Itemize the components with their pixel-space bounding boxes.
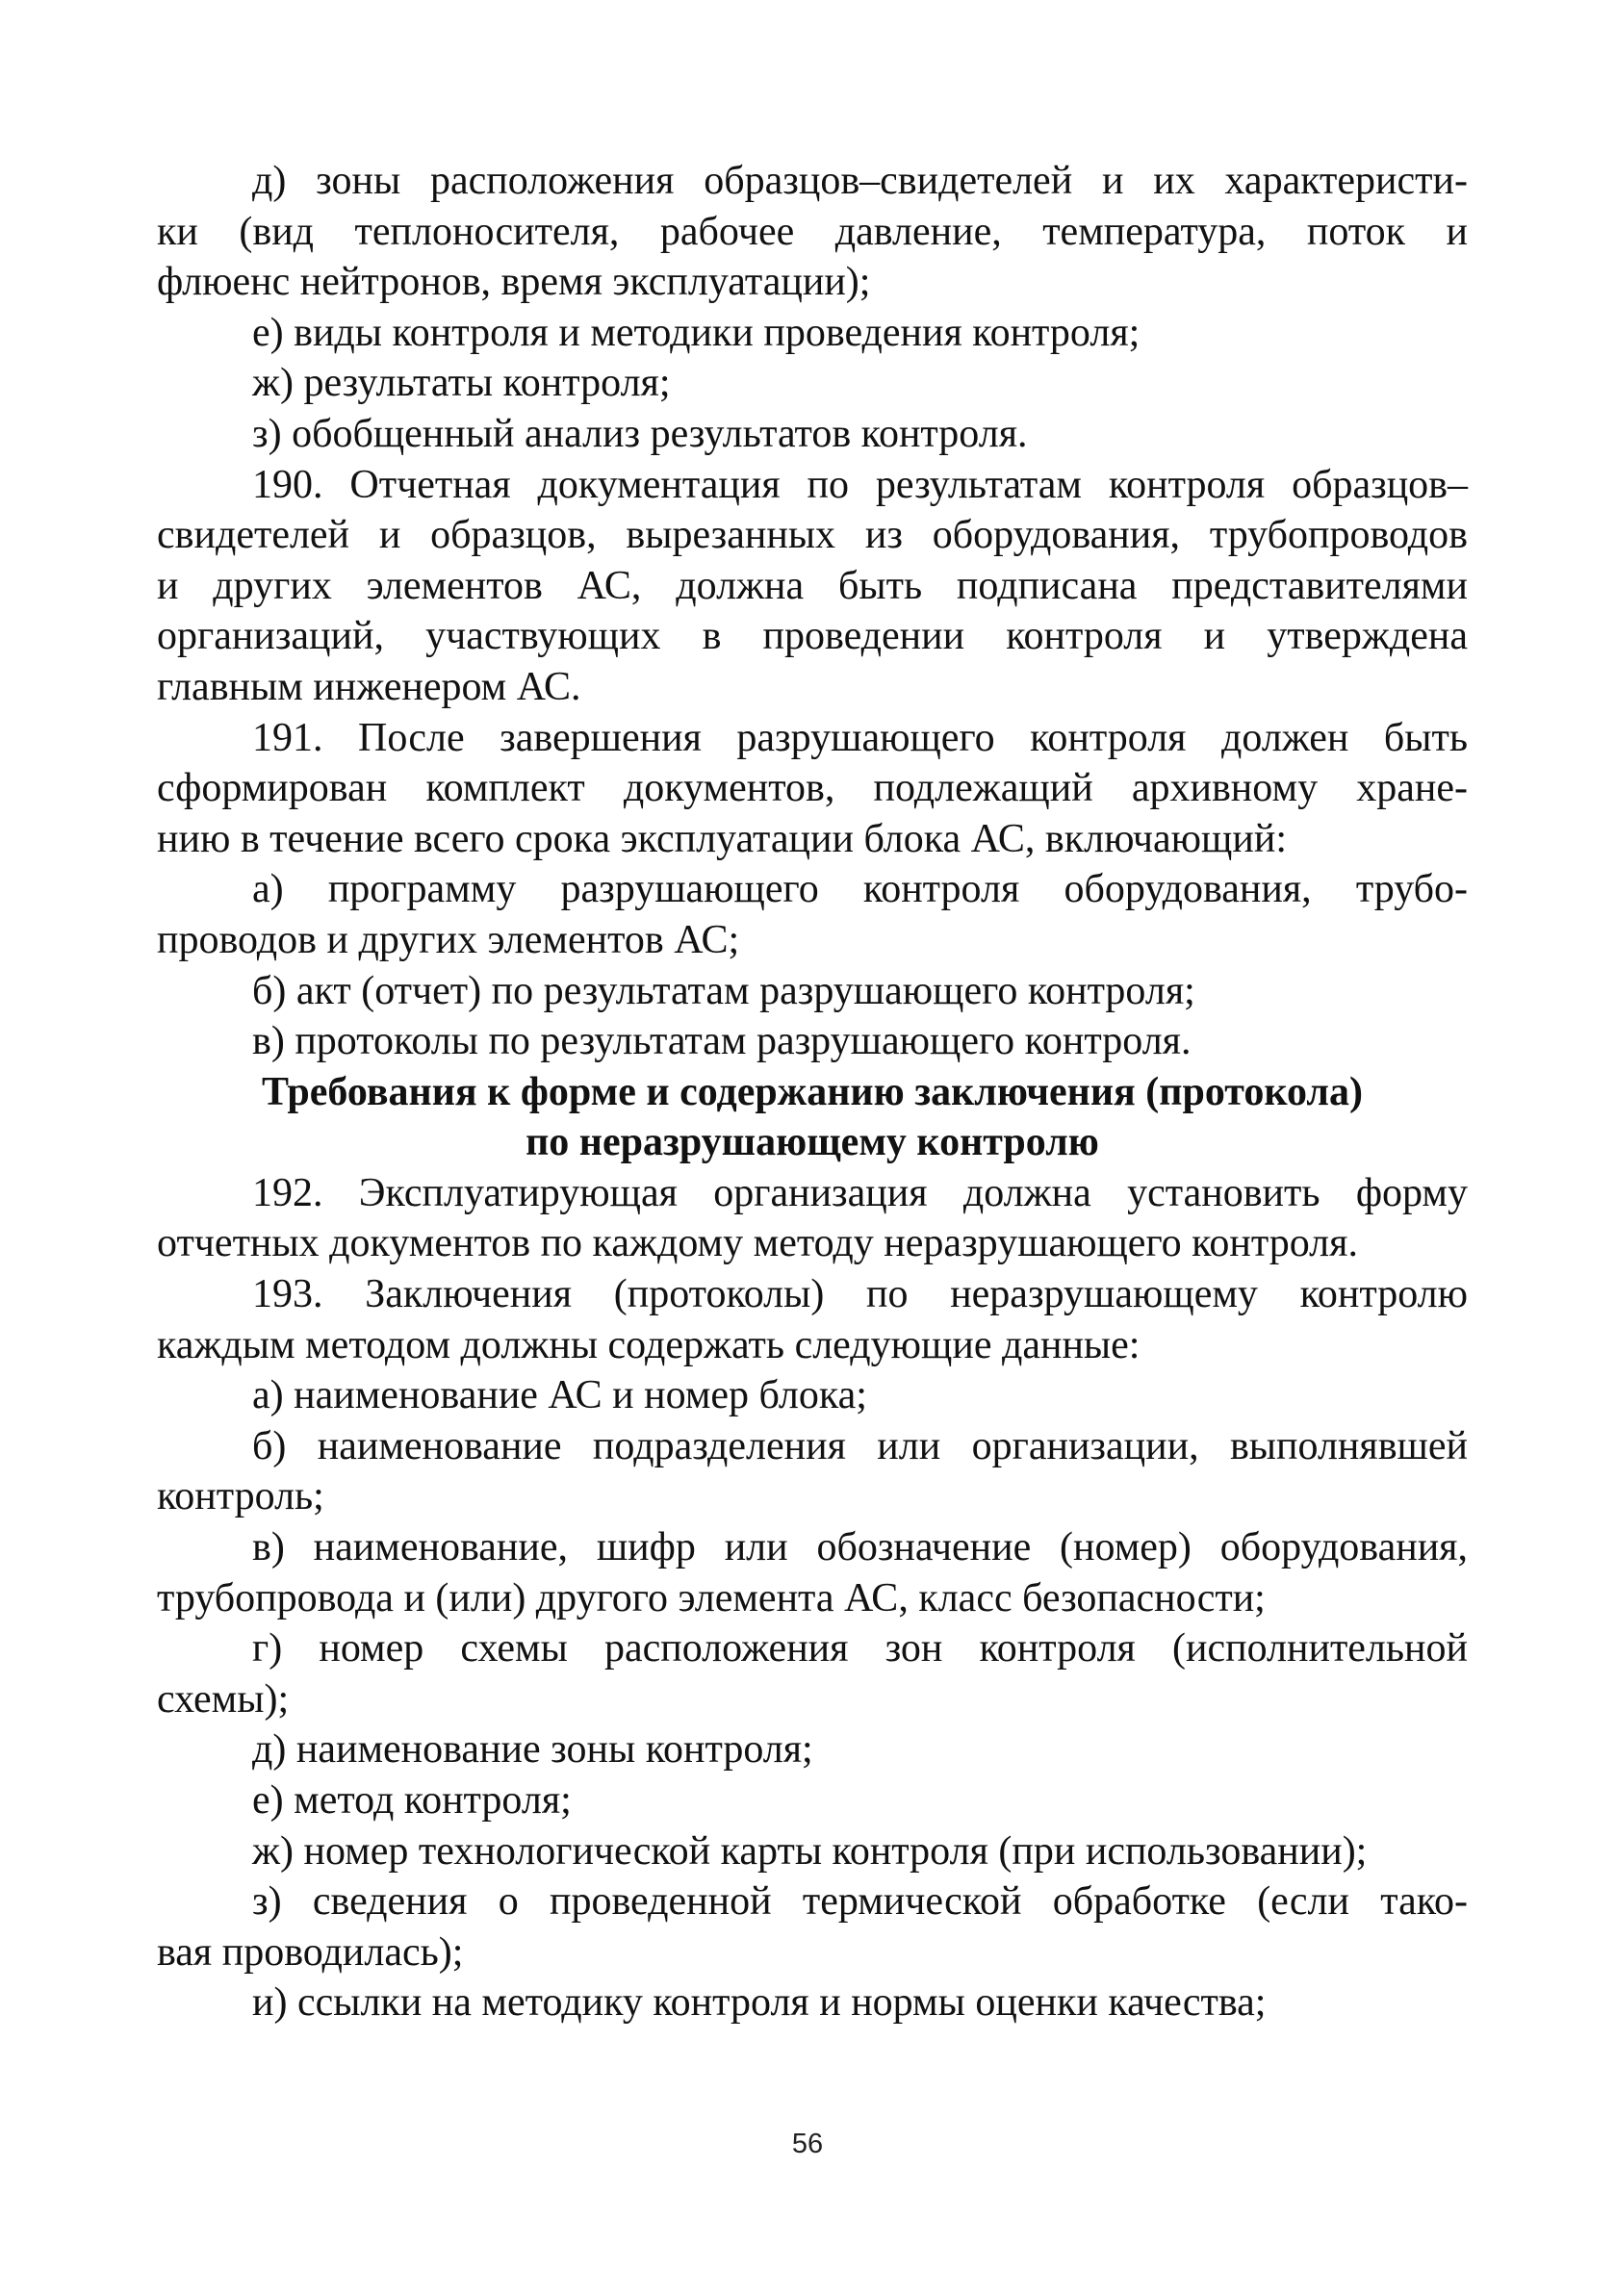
text-line: д) наименование зоны контроля; [252,1727,813,1773]
text-line: каждым методом должны содержать следующие данные: [157,1322,1141,1367]
text-line: з) сведения о проведенной термической обработке (если тако- [252,1879,1468,1925]
body-text-after-heading [157,1168,1468,2028]
text-line: б) акт (отчет) по результатам разрушающего контроля; [252,968,1195,1013]
text-line: 190. Отчетная документация по результатам контроля образцов– [252,462,1468,507]
text-line: организаций, участвующих в проведении контроля и утверждена [157,614,1468,659]
text-line: е) виды контроля и методики проведения контроля; [252,310,1141,355]
text-line: ж) результаты контроля; [252,361,671,406]
text-line: а) наименование АС и номер блока; [252,1373,867,1418]
text-line: и других элементов АС, должна быть подписана представителями [157,563,1468,608]
text-line: 191. После завершения разрушающего контроля должен быть [252,715,1468,760]
text-line: в) протоколы по результатам разрушающего контроля. [252,1019,1192,1064]
text-line: а) программу разрушающего контроля оборудования, трубо- [252,867,1468,912]
document-page [157,156,1468,2028]
text-line: б) наименование подразделения или организации, выполнявшей [252,1423,1468,1468]
text-line: 193. Заключения (протоколы) по неразрушающему контролю [252,1272,1468,1317]
text-line: контроль; [157,1474,324,1519]
text-line: сформирован комплект документов, подлежащий архивному хране- [157,766,1468,811]
text-line: е) метод контроля; [252,1778,572,1823]
text-line: з) обобщенный анализ результатов контроля. [252,411,1028,456]
text-line: ж) номер технологической карты контроля (при использовании); [252,1828,1368,1874]
text-line: трубопровода и (или) другого элемента АС, класс безопасности; [157,1575,1266,1620]
section-heading-line: Требования к форме и содержанию заключения (протокола) [262,1069,1363,1114]
section-heading [157,1067,1468,1168]
text-line: нию в течение всего срока эксплуатации блока АС, включающий: [157,816,1288,861]
page-number: 56 [791,2129,824,2159]
text-line: в) наименование, шифр или обозначение (номер) оборудования, [252,1525,1468,1570]
text-line: главным инженером АС. [157,664,581,709]
body-text-before-heading [157,156,1468,1067]
text-line: и) ссылки на методику контроля и нормы оценки качества; [252,1980,1267,2026]
text-line: вая проводилась); [157,1929,464,1975]
text-line: ки (вид теплоносителя, рабочее давление, температура, поток и [157,209,1468,254]
text-line: д) зоны расположения образцов–свидетелей и их характеристи- [252,159,1468,203]
text-line: свидетелей и образцов, вырезанных из оборудования, трубопроводов [157,513,1468,558]
text-line: 192. Эксплуатирующая организация должна установить форму [252,1170,1468,1215]
text-line: отчетных документов по каждому методу неразрушающего контроля. [157,1221,1358,1266]
text-line: проводов и других элементов АС; [157,917,740,962]
text-line: флюенс нейтронов, время эксплуатации); [157,260,871,305]
text-line: схемы); [157,1676,290,1722]
text-line: г) номер схемы расположения зон контроля (исполнительной [252,1626,1468,1671]
section-heading-line: по неразрушающему контролю [526,1120,1099,1165]
